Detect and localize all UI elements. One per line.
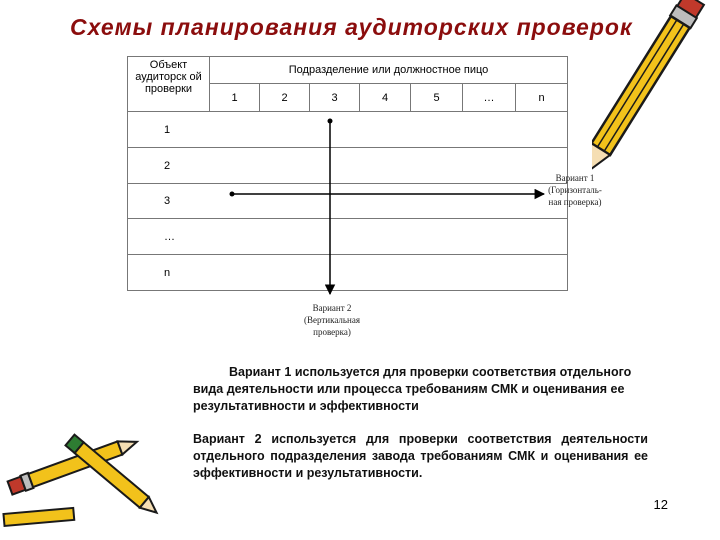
column-header: n	[516, 84, 568, 112]
column-header: 3	[310, 84, 360, 112]
variant2-note: Вариант 2 (Вертикальная проверка)	[304, 303, 360, 337]
row-header: 1	[128, 112, 568, 148]
column-header: 2	[260, 84, 310, 112]
column-header: 1	[210, 84, 260, 112]
column-header: 4	[360, 84, 411, 112]
row-header: …	[128, 219, 568, 255]
variant2-description: Вариант 2 используется для проверки соответствия деятельности отдельного подразделения завода требованиям СМК и оценивания ее эффективности и результативности.	[193, 432, 648, 480]
slide-title: Схемы планирования аудиторских проверок	[70, 14, 633, 40]
department-header: Подразделение или должностное пицо	[210, 57, 568, 84]
row-header: n	[128, 255, 568, 291]
horizontal-start-dot	[230, 192, 235, 197]
column-header: 5	[411, 84, 463, 112]
row-header: 2	[128, 148, 568, 184]
vertical-start-dot	[328, 119, 333, 124]
column-header: …	[463, 84, 516, 112]
pencil-large-icon	[592, 0, 720, 200]
row-header: 3	[128, 184, 568, 219]
page-number: 12	[653, 497, 668, 512]
pencils-small-icon	[0, 428, 170, 540]
variant1-note: Вариант 1 (Горизонталь- ная проверка)	[548, 173, 602, 207]
audit-object-header: Объект аудиторск ой проверки	[128, 57, 210, 112]
variant1-description: Вариант 1 используется для проверки соответствия отдельного вида деятельности или процесса требованиям СМК и оценивания ее результативности и эффективности	[193, 365, 632, 413]
